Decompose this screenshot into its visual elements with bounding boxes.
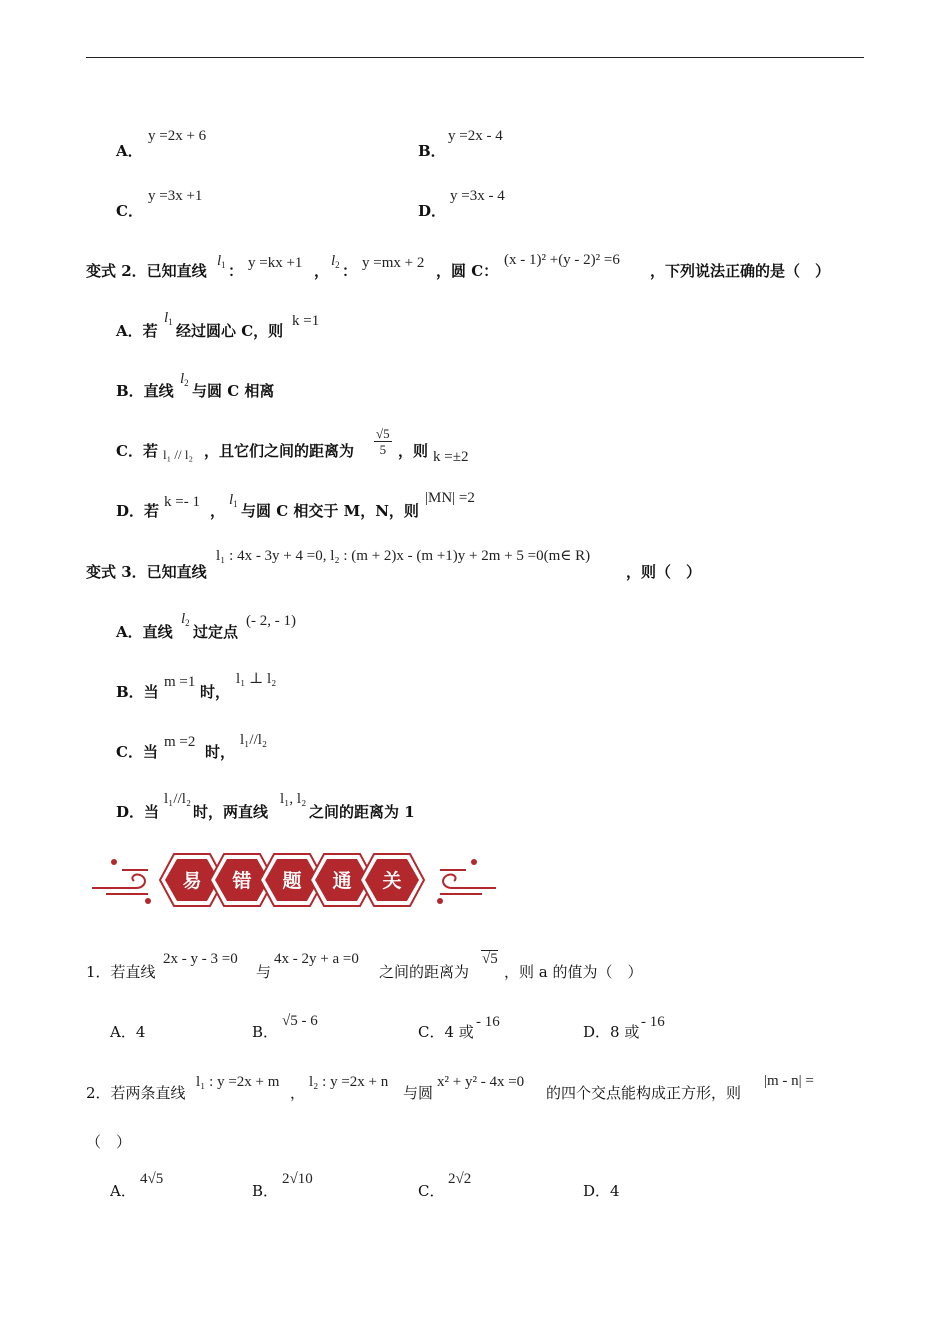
- q2-target: |m - n| =: [764, 1073, 814, 1089]
- q2-option-c-math: 2√2: [448, 1171, 472, 1187]
- variant3-d-math2: l₁, l₂: [280, 791, 307, 807]
- variant2-c-math: l₁ // l₂: [163, 447, 194, 462]
- variant2-sep: ，: [314, 262, 330, 280]
- variant2-suffix: ，下列说法正确的是（ ）: [650, 262, 831, 280]
- variant2-d-math2: |MN| =2: [425, 490, 475, 506]
- variant3-c-math: m =2: [164, 734, 196, 750]
- variant3-b-label: B．当: [116, 683, 159, 701]
- banner-char-4: 通: [332, 870, 352, 892]
- variant2-colon1: ：: [228, 262, 244, 280]
- q2-eq2: l₂ : y =2x + n: [309, 1074, 389, 1090]
- q1-option-c-math: - 16: [476, 1014, 500, 1030]
- variant2-prefix: 变式 2．已知直线: [86, 262, 207, 280]
- q1-eq1: 2x - y - 3 =0: [163, 951, 238, 967]
- variant2-b-label: B．直线: [116, 382, 174, 400]
- variant3-c-text: 时，: [205, 743, 236, 761]
- q2-text: 的四个交点能构成正方形，则: [546, 1084, 742, 1102]
- q1-text: 之间的距离为: [379, 963, 470, 981]
- variant3-a-l2: $l_2$: [181, 611, 190, 628]
- q1-prefix: 1．若直线: [86, 963, 156, 981]
- variant2-l1-equation: y =kx +1: [248, 255, 303, 271]
- q2-circle: x² + y² - 4x =0: [437, 1074, 525, 1090]
- q2-paren: （ ）: [86, 1133, 132, 1151]
- variant3-a-math: (- 2, - 1): [246, 613, 296, 629]
- q2-eq1: l₁ : y =2x + m: [196, 1074, 280, 1090]
- variant2-d-text: 与圆 C 相交于 M，N，则: [241, 502, 419, 520]
- option-a-formula: y =2x + 6: [148, 128, 207, 144]
- variant2-circle-equation: (x - 1)² +(y - 2)² =6: [504, 252, 620, 268]
- fraction-numerator: √5: [376, 426, 390, 441]
- header-rule: [86, 57, 864, 58]
- variant3-c-math2: l₁//l₂: [240, 732, 268, 748]
- variant2-c-text2: ，则: [398, 442, 429, 460]
- variant3-lines-equation: l₁ : 4x - 3y + 4 =0, l₂ : (m + 2)x - (m +1)y + 2m + 5 =0(m∈ R): [216, 548, 591, 564]
- variant3-b-text: 时，: [200, 683, 231, 701]
- q1-mid: 与: [256, 963, 272, 981]
- q1-option-d-math: - 16: [641, 1014, 665, 1030]
- banner-char-2: 错: [232, 870, 252, 892]
- banner-char-3: 题: [282, 870, 302, 892]
- q2-comma: ，: [290, 1084, 306, 1102]
- variant2-b-l2: $l_2$: [180, 371, 189, 388]
- variant2-colon2: ：: [342, 262, 358, 280]
- variant3-prefix: 变式 3．已知直线: [86, 563, 207, 581]
- q1-option-b-label: B．: [252, 1023, 279, 1041]
- right-dot-top: [471, 859, 477, 865]
- option-d-label: D．: [418, 202, 447, 220]
- q1-eq2: 4x - 2y + a =0: [274, 951, 359, 967]
- q2-option-d: D．4: [583, 1182, 620, 1200]
- variant2-a-l1: $l_1$: [164, 310, 173, 327]
- variant2-d-comma: ，: [210, 502, 226, 520]
- variant2-d-l1: $l_1$: [229, 492, 238, 509]
- q2-option-a-math: 4√5: [140, 1171, 164, 1187]
- left-dot-top: [111, 859, 117, 865]
- variant2-c-math2: k =±2: [433, 449, 469, 465]
- option-b-formula: y =2x - 4: [448, 128, 503, 144]
- variant2-l1: $l_1$: [217, 253, 226, 270]
- banner-char-5: 关: [382, 870, 402, 892]
- variant3-c-label: C．当: [116, 743, 158, 761]
- q2-mid: 与圆: [403, 1084, 434, 1102]
- option-d-formula: y =3x - 4: [450, 188, 505, 204]
- variant3-b-math2: l₁ ⊥ l₂: [236, 671, 277, 687]
- option-a-label: A．: [116, 142, 143, 160]
- banner-char-1: 易: [182, 870, 202, 892]
- variant2-c-text: ，且它们之间的距离为: [204, 442, 355, 460]
- variant3-b-math: m =1: [164, 674, 196, 690]
- variant2-d-math: k =- 1: [164, 494, 200, 510]
- variant3-a-label: A．直线: [116, 623, 173, 641]
- variant3-d-text2: 之间的距离为 1: [309, 803, 415, 821]
- option-c-formula: y =3x +1: [148, 188, 203, 204]
- variant3-a-text: 过定点: [193, 623, 239, 641]
- variant2-b-text: 与圆 C 相离: [192, 382, 275, 400]
- q1-option-b-math: √5 - 6: [282, 1013, 318, 1029]
- option-b-label: B．: [418, 142, 446, 160]
- q2-prefix: 2．若两条直线: [86, 1084, 186, 1102]
- q2-option-a-label: A．: [110, 1182, 136, 1200]
- q2-option-b-math: 2√10: [282, 1171, 313, 1187]
- q1-dist: √5: [482, 951, 498, 967]
- variant3-d-text: 时，两直线: [193, 803, 269, 821]
- q1-suffix: ，则 a 的值为（ ）: [504, 963, 643, 981]
- variant2-l2-equation: y =mx + 2: [362, 255, 425, 271]
- variant2-d-label: D．若: [116, 502, 160, 520]
- variant2-a-text: 经过圆心 C，则: [176, 322, 284, 340]
- left-dot-bottom: [145, 898, 151, 904]
- right-dot-bottom: [437, 898, 443, 904]
- variant2-a-math: k =1: [292, 313, 320, 329]
- q2-option-c-label: C．: [418, 1182, 445, 1200]
- q1-option-c-label: C．4 或: [418, 1023, 474, 1041]
- variant2-circle-text: ，圆 C：: [436, 262, 499, 280]
- variant3-d-label: D．当: [116, 803, 160, 821]
- variant2-c-label: C．若: [116, 442, 158, 460]
- section-banner: [88, 848, 500, 912]
- left-cloud-ornament: [92, 870, 148, 894]
- option-c-label: C．: [116, 202, 143, 220]
- variant3-d-math: l₁//l₂: [164, 791, 192, 807]
- variant2-l2: $l_2$: [331, 253, 340, 270]
- q2-option-b-label: B．: [252, 1182, 279, 1200]
- fraction-denominator: 5: [379, 442, 387, 457]
- variant2-a-label: A．若: [116, 322, 158, 340]
- q1-option-d-label: D．8 或: [583, 1023, 640, 1041]
- variant2-c-fraction: [374, 426, 392, 457]
- variant3-suffix: ，则（ ）: [626, 563, 702, 581]
- right-cloud-ornament: [440, 870, 496, 894]
- q1-option-a: A．4: [110, 1023, 146, 1041]
